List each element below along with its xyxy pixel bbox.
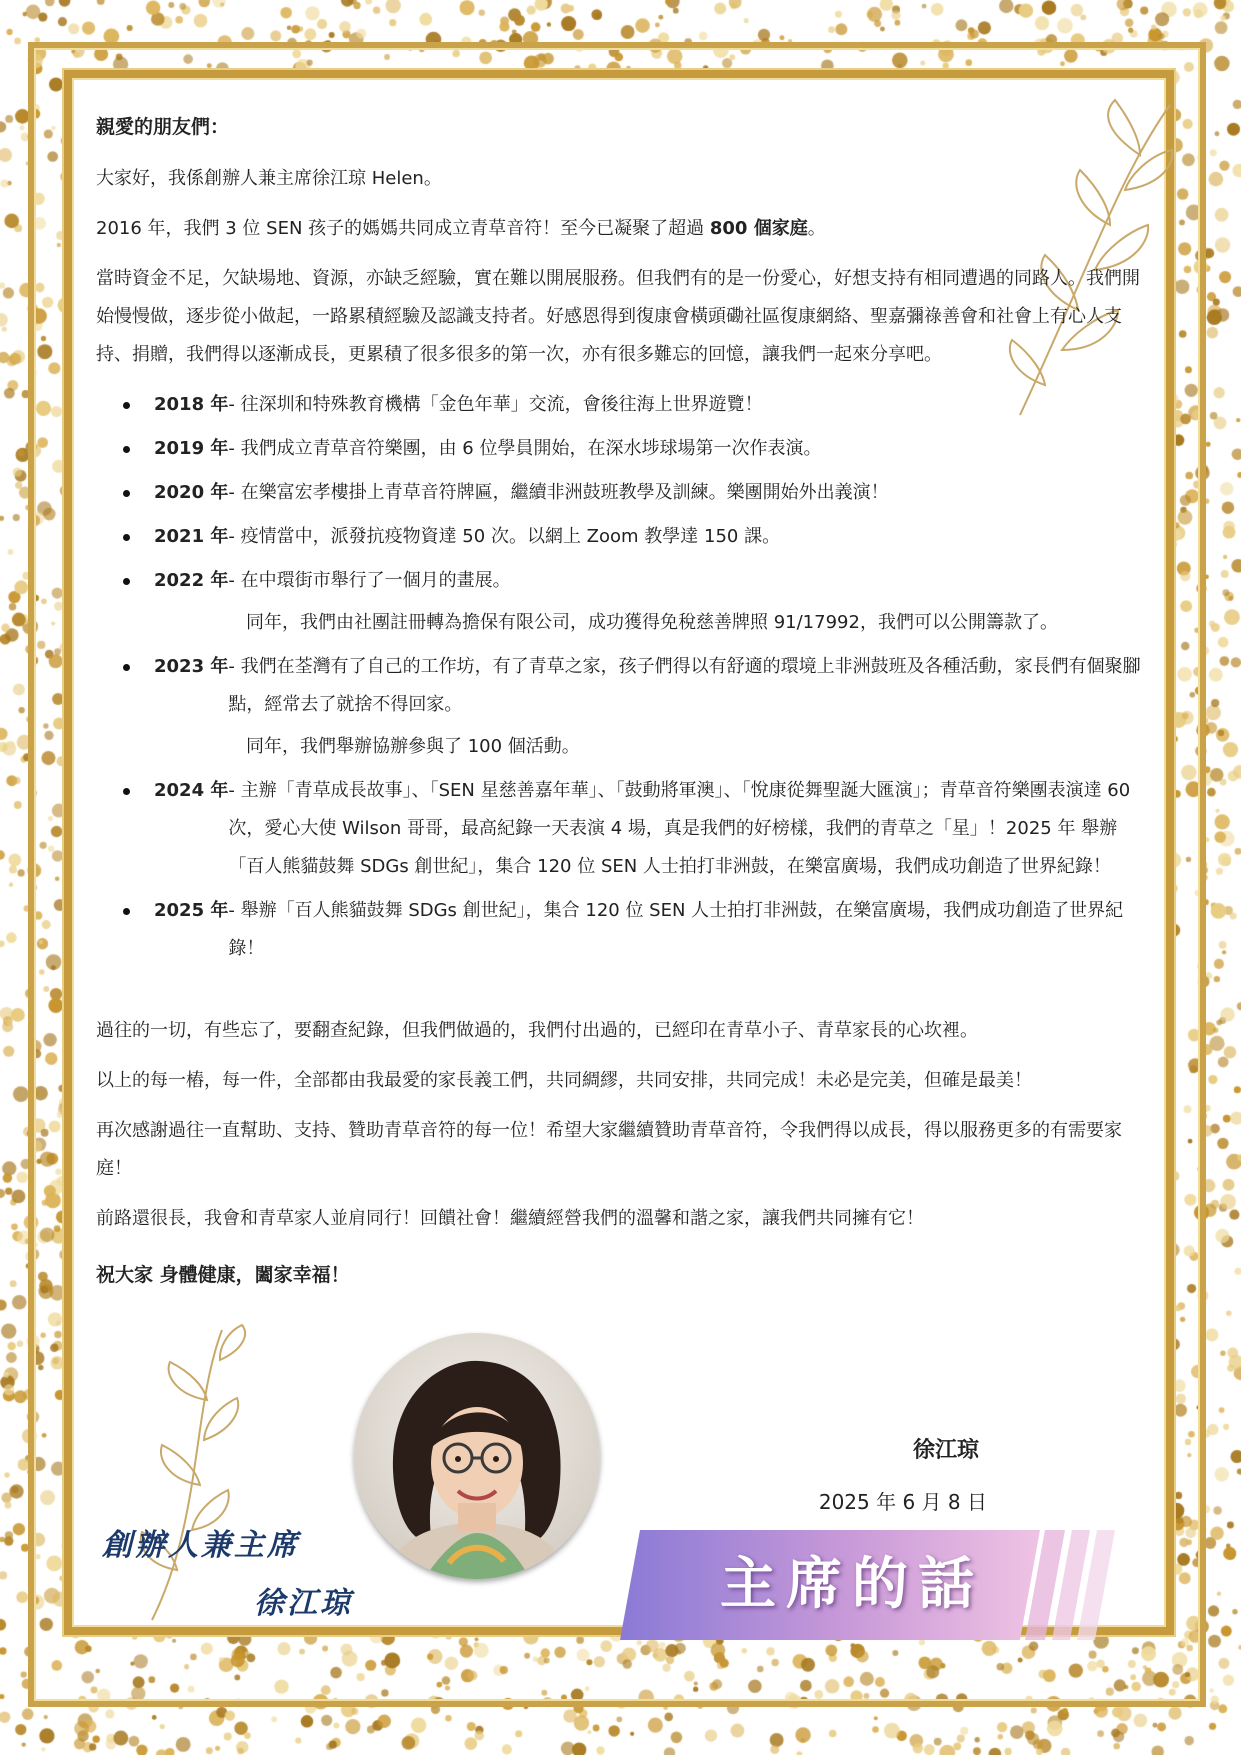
signature-date: 2025 年 6 月 8 日	[818, 1490, 987, 1514]
timeline-item-2020	[96, 474, 1148, 512]
timeline-text: - 我們成立青草音符樂團，由 6 位學員開始，在深水埗球場第一次作表演。	[228, 438, 822, 459]
timeline-item-2023	[96, 648, 1148, 766]
timeline-item-2022	[96, 562, 1148, 642]
timeline-year: 2021 年	[154, 526, 229, 547]
handwritten-title: 創辦人兼主席	[102, 1528, 300, 1563]
gold-leaf-branch-bottom-icon	[92, 1320, 252, 1630]
timeline-text: - 在樂富宏孝樓掛上青草音符牌匾，繼續非洲鼓班教學及訓練。樂團開始外出義演！	[228, 482, 889, 503]
bullet-icon	[123, 402, 130, 409]
timeline-text: - 舉辦「百人熊貓鼓舞 SDGs 創世紀」，集合 120 位 SEN 人士拍打非洲鼓，在樂富廣場，我們成功創造了世界紀錄！	[228, 900, 1124, 959]
intro-paragraph-2	[96, 210, 1148, 248]
timeline-extra-note: 同年，我們由社團註冊轉為擔保有限公司，成功獲得免稅慈善牌照 91/17992，我們可以公開籌款了。	[246, 612, 1058, 633]
timeline-year: 2022 年	[154, 570, 229, 591]
intro-paragraph-1: 大家好，我係創辦人兼主席徐江琼 Helen。	[96, 168, 442, 189]
bullet-icon	[123, 664, 130, 671]
timeline-text: - 主辦「青草成長故事」、「SEN 星慈善嘉年華」、「鼓動將軍澳」、「悅康從舞聖誕大匯演」；青草音符樂團表演達 60 次，愛心大使 Wilson 哥哥，最高紀錄一天表演 4 場，真是我們的好榜樣，我們的青草之「星」！2025 年 舉辦「百人熊貓鼓舞 SDGs 創世紀」，集合 120 位 SEN 人士拍打非洲鼓，在樂富廣場，我們成功創造了世界紀錄！	[228, 780, 1131, 877]
timeline-item-2018	[96, 386, 1148, 424]
closing-paragraph-2: 以上的每一樁，每一件，全部都由我最愛的家長義工們，共同綢繆，共同安排，共同完成！未必是完美，但確是最美！	[96, 1070, 1032, 1091]
timeline-item-2025	[96, 892, 1148, 968]
timeline-year: 2025 年	[154, 900, 229, 921]
family-count: 800 個家庭	[709, 218, 808, 239]
closing-paragraph-4: 前路還很長，我會和青草家人並肩同行！回饋社會！繼續經營我們的溫馨和諧之家，讓我們共同擁有它！	[96, 1208, 924, 1229]
banner-title: 主席的話	[720, 1551, 984, 1617]
timeline-text: - 我們在荃灣有了自己的工作坊，有了青草之家，孩子們得以有舒適的環境上非洲鼓班及各種活動，家長們有個聚腳點，經常去了就捨不得回家。	[228, 656, 1141, 715]
timeline-item-2024	[96, 772, 1148, 886]
intro-paragraph-3: 當時資金不足，欠缺場地、資源，亦缺乏經驗，實在難以開展服務。但我們有的是一份愛心，好想支持有相同遭遇的同路人。我們開始慢慢做，逐步從小做起，一路累積經驗及認識支持者。好感恩得到復康會橫頭磡社區復康網絡、聖嘉彌祿善會和社會上有心人支持、捐贈，我們得以逐漸成長，更累積了很多很多的第一次，亦有很多難忘的回憶，讓我們一起來分享吧。	[96, 268, 1140, 365]
timeline-text: - 在中環街市舉行了一個月的畫展。	[228, 570, 511, 591]
timeline-list	[96, 386, 1148, 968]
timeline-year: 2019 年	[154, 438, 229, 459]
signature-name: 徐江琼	[912, 1438, 979, 1463]
closing-paragraph-3: 再次感謝過往一直幫助、支持、贊助青草音符的每一位！希望大家繼續贊助青草音符，令我們得以成長，得以服務更多的有需要家庭！	[96, 1120, 1122, 1179]
timeline-year: 2018 年	[154, 394, 229, 415]
title-banner	[620, 1530, 1130, 1640]
greeting: 親愛的朋友們：	[96, 116, 230, 138]
timeline-text: - 往深圳和特殊教育機構「金色年華」交流，會後往海上世界遊覽！	[228, 394, 763, 415]
timeline-year: 2023 年	[154, 656, 229, 677]
timeline-item-2019	[96, 430, 1148, 468]
bullet-icon	[123, 534, 130, 541]
intro-p2-end: 。	[807, 218, 826, 239]
bullet-icon	[123, 578, 130, 585]
timeline-year: 2024 年	[154, 780, 229, 801]
bullet-icon	[123, 490, 130, 497]
timeline-extra-note: 同年，我們舉辦協辦參與了 100 個活動。	[246, 736, 580, 757]
intro-p2-text: 2016 年，我們 3 位 SEN 孩子的媽媽共同成立青草音符！至今已凝聚了超過	[96, 218, 710, 239]
bullet-icon	[123, 908, 130, 915]
closing-wish: 祝大家 身體健康，闔家幸福！	[96, 1264, 350, 1286]
letter-content	[96, 108, 1148, 1294]
timeline-text: - 疫情當中，派發抗疫物資達 50 次。以網上 Zoom 教學達 150 課。	[228, 526, 781, 547]
timeline-year: 2020 年	[154, 482, 229, 503]
bullet-icon	[123, 788, 130, 795]
bullet-icon	[123, 446, 130, 453]
handwritten-name: 徐江琼	[254, 1586, 353, 1621]
timeline-item-2021	[96, 518, 1148, 556]
chairman-portrait	[354, 1333, 600, 1579]
closing-paragraph-1: 過往的一切，有些忘了，要翻查紀錄，但我們做過的，我們付出過的，已經印在青草小子、青草家長的心坎裡。	[96, 1020, 978, 1041]
